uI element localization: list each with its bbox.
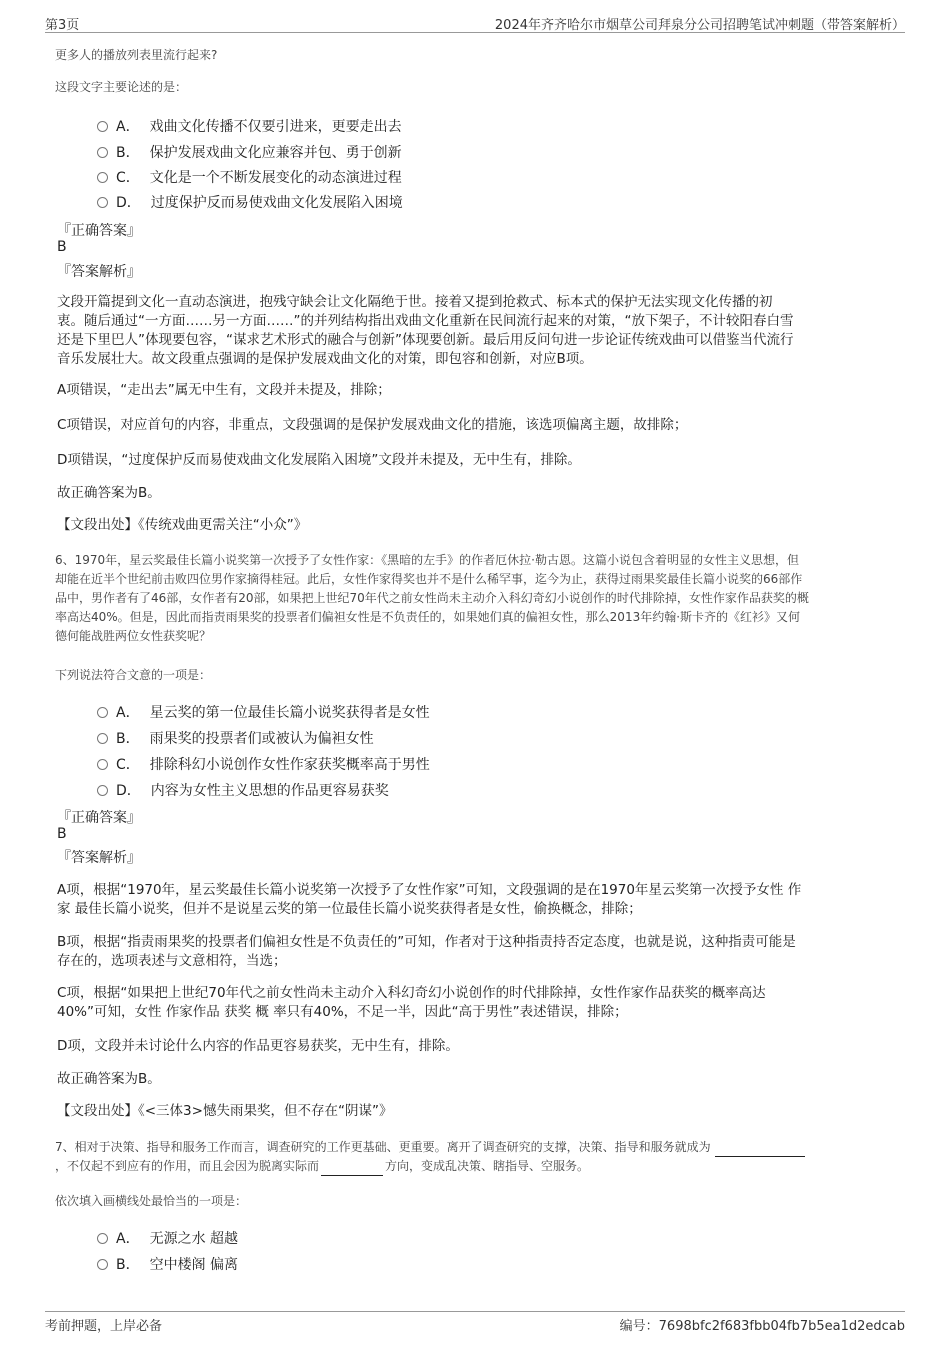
q7-stem-text-1: 7、相对于决策、指导和服务工作而言，调查研究的工作更基础、更重要。离开了调查研究的支撑，决策、指导和服务就成为 — [55, 1140, 711, 1154]
q6-stem-3: 品中，男作者有了46部，女作者有20部，如果把上世纪70年代之前女性尚未主动介入科幻奇幻小说创作的时代排除掉，女性作家作品获奖的概 — [55, 591, 809, 605]
footer-slogan: 考前押题，上岸必备 — [45, 1319, 163, 1334]
option-text: 过度保护反而易使戏曲文化发展陷入困境 — [150, 195, 403, 211]
q6-option-a-analysis-1: A项，根据“1970年，星云奖最佳长篇小说奖第一次授予了女性作家”可知，文段强调的是在1970年星云奖第一次授予女性 作 — [57, 882, 802, 898]
radio-icon[interactable] — [97, 172, 108, 183]
radio-icon[interactable] — [97, 1259, 108, 1270]
radio-icon[interactable] — [97, 785, 108, 796]
q6-answer: B — [57, 826, 67, 842]
q5-source: 【文段出处】《传统戏曲更需关注“小众”》 — [57, 517, 308, 533]
page-number: 第3页 — [45, 18, 80, 33]
option-key: C． — [116, 757, 140, 773]
q6-source: 【文段出处】《<三体3>憾失雨果奖，但不存在“阴谋”》 — [57, 1103, 393, 1119]
option-key: B． — [116, 1257, 140, 1273]
blank-1[interactable] — [715, 1142, 805, 1157]
footer-divider — [45, 1311, 905, 1312]
q5-prompt: 这段文字主要论述的是： — [55, 80, 188, 94]
q5-answer: B — [57, 239, 67, 255]
q5-option-a[interactable] — [97, 116, 402, 136]
q5-option-b[interactable] — [97, 142, 402, 162]
q6-prompt: 下列说法符合文意的一项是： — [55, 668, 212, 682]
option-text: 文化是一个不断发展变化的动态演进过程 — [149, 170, 402, 186]
q5-option-d-analysis: D项错误，“过度保护反而易使戏曲文化发展陷入困境”文段并未提及，无中生有，排除。 — [57, 452, 581, 468]
q5-option-c[interactable] — [97, 167, 402, 187]
q5-option-a-analysis: A项错误，“走出去”属无中生有，文段并未提及，排除； — [57, 382, 391, 398]
radio-icon[interactable] — [97, 147, 108, 158]
q6-option-b[interactable] — [97, 728, 374, 748]
option-text: 空中楼阁 偏离 — [149, 1257, 239, 1273]
option-text: 内容为女性主义思想的作品更容易获奖 — [150, 783, 389, 799]
radio-icon[interactable] — [97, 197, 108, 208]
q5-analysis-3: 还是下里巴人”体现要包容，“谋求艺术形式的融合与创新”体现要创新。最后用反问句进一步论证传统戏曲可以借鉴当代流行 — [57, 332, 794, 348]
q6-option-d-analysis: D项，文段并未讨论什么内容的作品更容易获奖，无中生有，排除。 — [57, 1038, 459, 1054]
q5-analysis-4: 音乐发展壮大。故文段重点强调的是保护发展戏曲文化的对策，即包容和创新，对应B项。 — [57, 351, 593, 367]
option-text: 排除科幻小说创作女性作家获奖概率高于男性 — [149, 757, 430, 773]
q5-stem-tail: 更多人的播放列表里流行起来? — [55, 48, 218, 62]
option-key: C． — [116, 170, 140, 186]
option-key: A． — [116, 119, 140, 135]
q7-option-a[interactable] — [97, 1228, 238, 1248]
radio-icon[interactable] — [97, 707, 108, 718]
q5-option-c-analysis: C项错误，对应首句的内容，非重点，文段强调的是保护发展戏曲文化的措施，该选项偏离主题，故排除； — [57, 417, 688, 433]
document-id: 编号：7698bfc2f683fbb04fb7b5ea1d2edcab — [619, 1319, 905, 1334]
q7-stem-text-2: ，不仅起不到应有的作用，而且会因为脱离实际而 — [55, 1159, 320, 1173]
blank-2[interactable] — [321, 1161, 383, 1176]
q6-option-c-analysis-2: 40%”可知，女性 作家作品 获奖 概 率只有40%，不足一半，因此“高于男性”表述错误，排除； — [57, 1004, 628, 1020]
q7-stem-line-1 — [55, 1138, 805, 1157]
q5-analysis-label: 『答案解析』 — [57, 264, 141, 280]
option-text: 无源之水 超越 — [149, 1231, 239, 1247]
document-title: 2024年齐齐哈尔市烟草公司拜泉分公司招聘笔试冲刺题（带答案解析） — [494, 18, 905, 33]
q5-analysis-1: 文段开篇提到文化一直动态演进，抱残守缺会让文化隔绝于世。接着又提到抢救式、标本式的保护无法实现文化传播的初 — [57, 294, 773, 310]
option-text: 戏曲文化传播不仅要引进来，更要走出去 — [149, 119, 402, 135]
option-key: D． — [116, 783, 141, 799]
radio-icon[interactable] — [97, 759, 108, 770]
header-divider — [45, 32, 905, 33]
q7-stem-text-3: 方向，变成乱决策、瞎指导、空服务。 — [385, 1159, 590, 1173]
q6-option-b-analysis-2: 存在的，选项表述与文意相符，当选； — [57, 953, 287, 969]
radio-icon[interactable] — [97, 121, 108, 132]
q5-correct-answer-label: 『正确答案』 — [57, 223, 141, 239]
q5-analysis-2: 衷。随后通过“一方面……另一方面……”的并列结构指出戏曲文化重新在民间流行起来的对策，“放下架子，不计较阳春白雪 — [57, 313, 794, 329]
option-key: D． — [116, 195, 141, 211]
q5-option-d[interactable] — [97, 192, 403, 212]
q5-conclusion: 故正确答案为B。 — [57, 485, 161, 501]
q6-stem-4: 率高达40%。但是，因此而指责雨果奖的投票者们偏袒女性是不负责任的，如果她们真的偏袒女性，那么2013年约翰·斯卡齐的《红衫》又何 — [55, 610, 801, 624]
q6-conclusion: 故正确答案为B。 — [57, 1071, 161, 1087]
option-key: A． — [116, 705, 140, 721]
option-text: 星云奖的第一位最佳长篇小说奖获得者是女性 — [149, 705, 430, 721]
q6-option-d[interactable] — [97, 780, 389, 800]
option-key: B． — [116, 145, 140, 161]
q7-prompt: 依次填入画横线处最恰当的一项是： — [55, 1194, 248, 1208]
option-text: 雨果奖的投票者们或被认为偏袒女性 — [149, 731, 374, 747]
q6-option-c-analysis-1: C项，根据“如果把上世纪70年代之前女性尚未主动介入科幻奇幻小说创作的时代排除掉，女性作家作品获奖的概率高达 — [57, 985, 766, 1001]
q6-stem-5: 德何能战胜两位女性获奖呢？ — [55, 629, 212, 643]
q6-option-b-analysis-1: B项，根据“指责雨果奖的投票者们偏袒女性是不负责任的”可知，作者对于这种指责持否定态度，也就是说，这种指责可能是 — [57, 934, 796, 950]
q7-option-b[interactable] — [97, 1254, 238, 1274]
q6-correct-answer-label: 『正确答案』 — [57, 810, 141, 826]
q6-option-a[interactable] — [97, 702, 430, 722]
radio-icon[interactable] — [97, 733, 108, 744]
option-key: B． — [116, 731, 140, 747]
q7-stem-line-2 — [55, 1157, 589, 1176]
q6-option-a-analysis-2: 家 最佳长篇小说奖，但并不是说星云奖的第一位最佳长篇小说奖获得者是女性，偷换概念，排除； — [57, 901, 642, 917]
option-text: 保护发展戏曲文化应兼容并包、勇于创新 — [149, 145, 402, 161]
q6-option-c[interactable] — [97, 754, 430, 774]
q6-analysis-label: 『答案解析』 — [57, 850, 141, 866]
radio-icon[interactable] — [97, 1233, 108, 1244]
q6-stem-2: 却能在近半个世纪前击败四位男作家摘得桂冠。此后，女性作家得奖也并不是什么稀罕事，迄今为止，获得过雨果奖最佳长篇小说奖的66部作 — [55, 572, 803, 586]
q6-stem-1: 6、1970年，星云奖最佳长篇小说奖第一次授予了女性作家：《黑暗的左手》的作者厄休拉·勒古恩。这篇小说包含着明显的女性主义思想，但 — [55, 553, 799, 567]
option-key: A． — [116, 1231, 140, 1247]
